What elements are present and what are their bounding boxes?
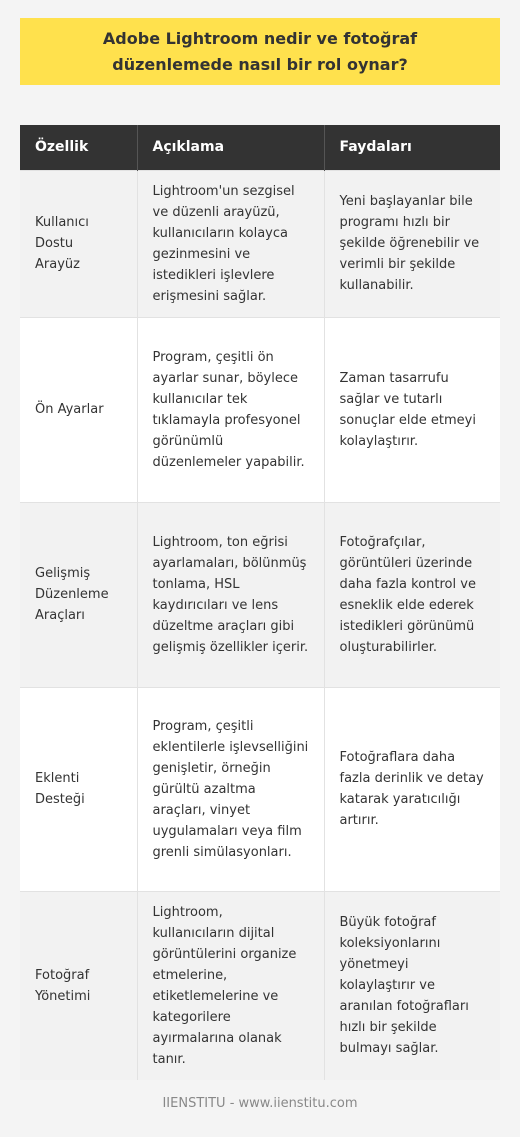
cell-benefits: Yeni başlayanlar bile programı hızlı bir şekilde öğrenebilir ve verimli bir şekilde kullanabilir. bbox=[324, 170, 500, 317]
table-header-row bbox=[20, 125, 500, 170]
column-header-description: Açıklama bbox=[137, 125, 324, 170]
cell-description: Lightroom, ton eğrisi ayarlamaları, bölünmüş tonlama, HSL kaydırıcıları ve lens düzeltme araçları gibi gelişmiş özellikler içerir. bbox=[137, 502, 324, 687]
footer-credit: IIENSTITU - www.iienstitu.com bbox=[162, 1096, 358, 1111]
cell-benefits: Zaman tasarrufu sağlar ve tutarlı sonuçlar elde etmeyi kolaylaştırır. bbox=[324, 317, 500, 502]
cell-description: Program, çeşitli ön ayarlar sunar, böylece kullanıcılar tek tıklamayla profesyonel görünümlü düzenlemeler yapabilir. bbox=[137, 317, 324, 502]
cell-description: Lightroom'un sezgisel ve düzenli arayüzü, kullanıcıların kolayca gezinmesini ve istedikleri işlevlere erişmesini sağlar. bbox=[137, 170, 324, 317]
page-title: Adobe Lightroom nedir ve fotoğraf düzenlemede nasıl bir rol oynar? bbox=[102, 28, 418, 74]
cell-benefits: Fotoğraflara daha fazla derinlik ve detay katarak yaratıcılığı artırır. bbox=[324, 687, 500, 891]
column-header-benefits: Faydaları bbox=[324, 125, 500, 170]
title-banner bbox=[20, 18, 500, 85]
cell-benefits: Fotoğrafçılar, görüntüleri üzerinde daha fazla kontrol ve esneklik elde ederek istedikleri görünümü oluşturabilirler. bbox=[324, 502, 500, 687]
table-row bbox=[20, 891, 500, 1080]
column-header-feature: Özellik bbox=[20, 125, 137, 170]
feature-table bbox=[20, 125, 500, 1080]
table-row bbox=[20, 170, 500, 317]
table-row bbox=[20, 317, 500, 502]
cell-description: Lightroom, kullanıcıların dijital görüntülerini organize etmelerine, etiketlemelerine ve kategorilere ayırmalarına olanak tanır. bbox=[137, 891, 324, 1080]
cell-feature: Gelişmiş Düzenleme Araçları bbox=[20, 502, 137, 687]
cell-feature: Kullanıcı Dostu Arayüz bbox=[20, 170, 137, 317]
table-row bbox=[20, 502, 500, 687]
cell-benefits: Büyük fotoğraf koleksiyonlarını yönetmeyi kolaylaştırır ve aranılan fotoğrafları hızlı bir şekilde bulmayı sağlar. bbox=[324, 891, 500, 1080]
cell-feature: Ön Ayarlar bbox=[20, 317, 137, 502]
cell-feature: Fotoğraf Yönetimi bbox=[20, 891, 137, 1080]
table-row bbox=[20, 687, 500, 891]
cell-feature: Eklenti Desteği bbox=[20, 687, 137, 891]
cell-description: Program, çeşitli eklentilerle işlevselliğini genişletir, örneğin gürültü azaltma araçları, vinyet uygulamaları veya film grenli simülasyonları. bbox=[137, 687, 324, 891]
